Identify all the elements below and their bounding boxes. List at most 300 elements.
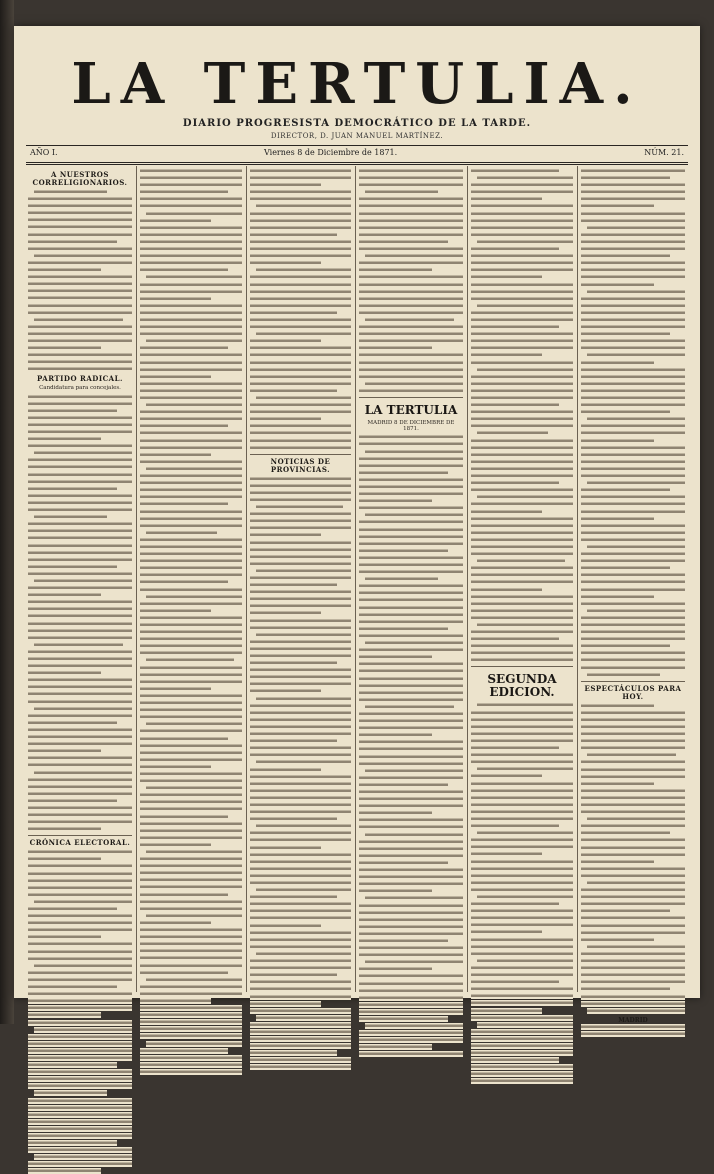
text-line [28,863,132,869]
text-line [140,282,242,288]
text-line [250,795,351,801]
text-line [365,832,463,838]
text-line [581,665,685,671]
text-line [587,352,685,358]
text-line [28,217,132,223]
text-line [34,1027,132,1033]
text-line [477,175,573,181]
text-line [140,175,242,181]
text-line [250,561,351,567]
text-line [471,809,573,815]
text-line [28,1098,132,1104]
text-line [471,352,542,358]
text-line [250,1008,351,1014]
text-line [581,551,685,557]
text-line [471,551,573,557]
text-line [28,906,117,912]
text-line [581,530,685,536]
text-line [140,1005,242,1011]
text-line [250,738,337,744]
text-line [359,434,463,440]
text-line [250,182,321,188]
text-line [28,1012,101,1018]
text-line [28,826,101,832]
text-line [34,899,132,905]
text-line [28,727,132,733]
text-line [471,979,559,985]
text-line [28,920,132,926]
text-line [28,415,132,421]
text-line [256,331,351,337]
text-line [28,1062,117,1068]
text-line [581,445,685,451]
text-line [250,802,351,808]
text-line [477,702,573,708]
text-line [471,738,573,744]
text-line [250,724,351,730]
text-line [359,175,463,181]
text-line [250,289,351,295]
text-line [140,395,242,401]
text-line [359,966,432,972]
rule-top [26,145,688,146]
text-line [581,409,670,415]
text-line [359,725,463,731]
text-line [471,253,573,259]
text-line [581,509,685,515]
text-line [471,972,573,978]
text-line [359,612,463,618]
text-line [471,944,573,950]
text-line [28,521,132,527]
text-line [471,873,573,879]
column-separator [467,166,468,992]
text-line [140,884,242,890]
text-line [140,537,242,543]
text-line [140,821,242,827]
text-line [28,324,132,330]
text-line [28,784,132,790]
text-line [471,929,542,935]
text-line [581,310,685,316]
text-line [28,331,132,337]
text-line [256,504,343,510]
text-line [34,963,132,969]
text-line [581,1031,685,1037]
text-line [28,606,132,612]
text-line [250,646,351,652]
text-line [140,225,242,231]
text-line [471,816,573,822]
column-1 [28,168,132,988]
text-line [140,1048,228,1054]
text-line [471,837,573,843]
text-line [359,260,463,266]
issue-number: NÚM. 21. [644,148,684,157]
text-line [28,486,117,492]
text-line [359,803,463,809]
text-line [581,232,685,238]
text-line [250,540,351,546]
text-line [581,923,685,929]
text-line [359,541,463,547]
text-line [28,571,132,577]
text-line [581,473,685,479]
text-line [581,381,685,387]
text-line [471,374,573,380]
text-line [140,899,242,905]
text-line [140,480,242,486]
text-line [359,246,463,252]
text-line [140,622,242,628]
text-line [28,1126,132,1132]
text-line [250,374,351,380]
text-line [28,748,101,754]
text-line [28,295,132,301]
text-line [28,224,132,230]
text-line [140,771,242,777]
text-line [140,544,242,550]
text-line [28,663,132,669]
text-line [28,310,132,316]
text-line [28,436,101,442]
text-line [471,189,573,195]
text-line [581,986,670,992]
text-line [359,296,463,302]
text-line [250,965,351,971]
text-line [250,781,351,787]
text-line [471,218,573,224]
text-line [471,1043,573,1049]
text-line [140,828,242,834]
text-line [581,774,685,780]
text-line [250,525,351,531]
text-line [140,757,242,763]
text-line [359,931,463,937]
text-line [256,203,351,209]
text-line [581,809,685,815]
text-line [365,704,454,710]
text-line [471,296,573,302]
text-line [359,484,463,490]
text-line [28,621,132,627]
text-line [146,721,242,727]
text-line [581,1024,685,1030]
text-line [471,331,573,337]
text-line [250,901,351,907]
text-line [28,422,132,428]
text-line [471,225,573,231]
text-line [359,211,463,217]
text-line [28,913,132,919]
text-line [471,274,542,280]
text-line [581,558,685,564]
text-line [146,913,242,919]
text-line [581,937,654,943]
text-line [471,710,573,716]
text-line [250,402,351,408]
text-line [28,934,101,940]
text-line [140,856,242,862]
text-line [28,741,132,747]
column-separator [136,166,137,992]
text-line [581,594,654,600]
text-line [140,523,242,529]
text-line [471,773,542,779]
text-line [359,683,463,689]
text-line [471,795,573,801]
text-line [140,984,242,990]
text-line [471,788,573,794]
text-line [140,806,242,812]
text-line [250,1043,351,1049]
text-line [581,717,685,723]
column-heading: A NUESTROS CORRELIGIONARIOS. [32,170,128,187]
text-line [471,459,573,465]
text-line [28,755,132,761]
text-line [250,518,351,524]
text-line [581,196,685,202]
text-line [28,408,117,414]
text-line [471,423,573,429]
text-line [581,873,685,879]
text-line [471,565,573,571]
text-line [140,693,242,699]
text-line [359,973,463,979]
text-line [471,615,573,621]
text-line [250,497,351,503]
text-line [581,168,685,174]
text-line [359,569,463,575]
text-line [250,830,351,836]
text-line [140,565,242,571]
text-line [140,743,242,749]
text-line [28,592,101,598]
text-line [581,703,654,709]
text-line [140,601,242,607]
text-line [581,189,685,195]
text-line [471,523,573,529]
text-line [28,856,101,862]
text-line [359,938,448,944]
text-line [256,951,351,957]
text-line [250,639,351,645]
text-line [140,679,242,685]
text-line [28,613,132,619]
text-line [140,182,242,188]
text-line [365,576,438,582]
text-line [359,867,463,873]
text-line [250,618,351,624]
text-line [471,501,573,507]
text-line [250,253,351,259]
text-line [471,466,573,472]
text-line [140,1055,242,1061]
text-line [250,958,351,964]
text-line [28,699,132,705]
text-line [471,915,573,921]
text-line [581,494,685,500]
text-line [28,949,132,955]
text-line [256,267,351,273]
text-line [359,782,448,788]
masthead-title: LA TERTULIA. [71,51,643,117]
text-line [140,289,242,295]
text-line [250,1036,351,1042]
text-line [28,1076,132,1082]
column-heading: NOTICIAS DE PROVINCIAS. [270,456,331,474]
text-line [250,189,351,195]
text-line [471,473,573,479]
text-line [28,359,132,365]
text-line [359,654,432,660]
text-line [581,324,685,330]
section-heading: LA TERTULIA [364,402,458,417]
text-line [359,289,463,295]
text-line [359,952,463,958]
text-line [359,1037,463,1043]
text-line [250,582,337,588]
text-line [34,189,107,195]
text-line [471,636,559,642]
text-line [250,175,351,181]
column-separator [246,166,247,992]
text-line [359,203,463,209]
text-line [359,945,463,951]
text-line [28,429,132,435]
text-line [28,635,132,641]
text-line [477,622,573,628]
text-line [359,360,463,366]
text-line [471,752,573,758]
text-line [140,892,228,898]
text-line [471,537,573,543]
text-line [359,182,463,188]
column-separator [355,166,356,992]
text-line [359,597,463,603]
text-line [581,830,670,836]
text-line [471,866,573,872]
text-line [471,608,573,614]
text-line [471,487,573,493]
text-line [581,579,685,585]
text-line [471,317,573,323]
text-line [250,986,351,992]
text-line [471,717,573,723]
text-line [140,367,242,373]
text-line [581,218,685,224]
book-spine [0,0,14,1024]
text-line [471,310,573,316]
text-line [581,501,685,507]
text-line [359,1009,463,1015]
text-line [365,895,463,901]
text-line [250,972,337,978]
text-line [581,795,685,801]
text-line [140,345,228,351]
issue-year: AÑO I. [30,148,58,157]
text-line [140,870,242,876]
text-line [146,1041,242,1047]
text-line [471,1015,573,1021]
text-line [581,374,685,380]
text-line [250,438,351,444]
text-line [140,1012,242,1018]
text-line [581,643,670,649]
text-line [28,1133,132,1139]
text-line [28,550,132,556]
text-line [359,590,463,596]
text-line [140,1026,242,1032]
text-line [365,381,463,387]
text-line [250,788,351,794]
text-line [140,303,242,309]
text-line [581,788,685,794]
text-line [471,282,573,288]
text-line [250,476,351,482]
text-line [359,874,463,880]
text-line [471,516,573,522]
text-line [250,873,351,879]
column-subheading: PARTIDO RADICAL. [37,374,123,384]
text-line [146,594,242,600]
text-line [256,823,351,829]
text-line [359,303,463,309]
text-line [28,543,132,549]
text-line [140,501,228,507]
text-line [140,445,242,451]
text-line [250,596,351,602]
text-line [250,745,351,751]
text-line [359,995,463,1001]
text-line [140,509,242,515]
text-line [28,345,101,351]
text-line [140,232,242,238]
text-line [581,516,654,522]
text-line [250,1057,351,1063]
text-line [359,352,463,358]
text-line [471,1029,573,1035]
text-line [34,514,107,520]
text-line [140,196,242,202]
text-line [28,1020,132,1026]
text-line [359,1044,432,1050]
text-line [140,459,242,465]
text-line [250,246,351,252]
text-line [359,981,463,987]
text-line [140,317,242,323]
text-line [28,1119,132,1125]
text-line [581,203,654,209]
text-line [581,267,685,273]
text-line [34,578,132,584]
text-line [477,766,573,772]
text-line [140,296,211,302]
text-line [581,360,654,366]
text-line [471,965,573,971]
text-line [359,796,463,802]
text-line [587,608,685,614]
text-line [471,908,573,914]
text-line [581,303,685,309]
text-line [28,394,132,400]
text-line [250,196,351,202]
text-line [471,802,573,808]
text-line [581,523,685,529]
text-line [146,657,234,663]
text-line [140,267,228,273]
text-line [359,345,432,351]
